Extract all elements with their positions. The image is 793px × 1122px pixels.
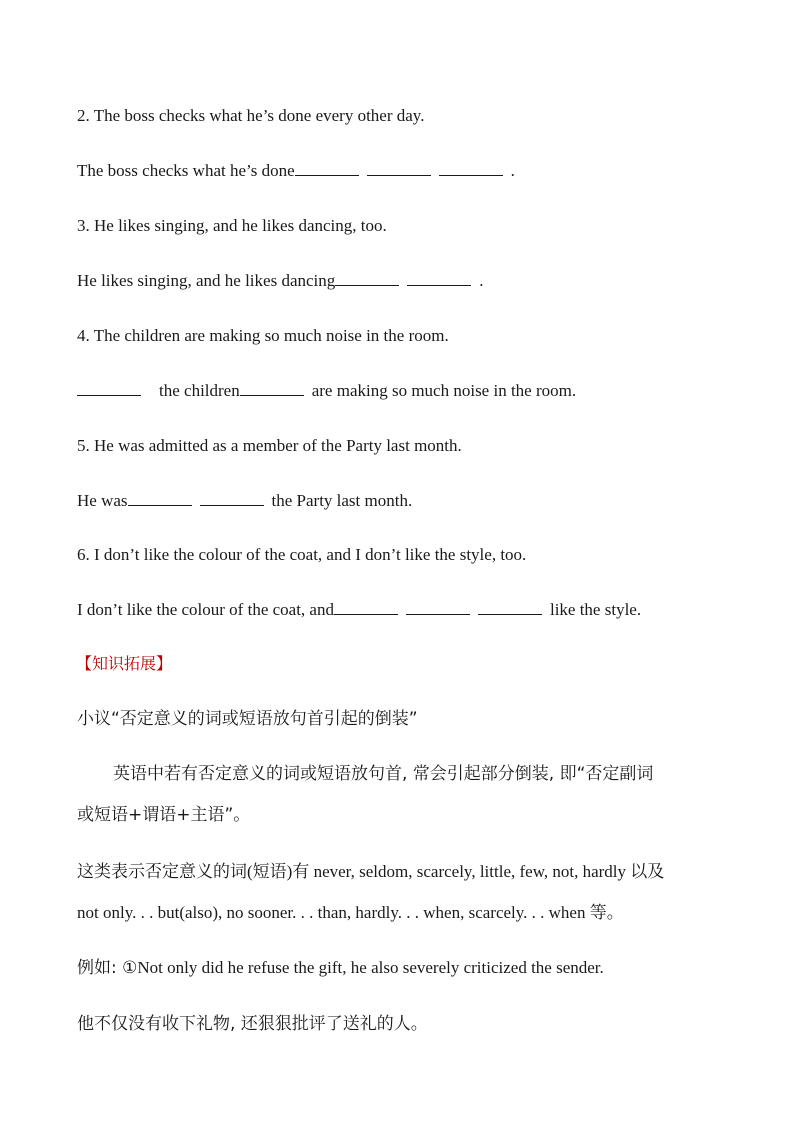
section-heading: 【知识拓展】 [76, 654, 173, 673]
answer-blank[interactable] [478, 599, 542, 615]
question-4-rewrite [77, 380, 576, 402]
answer-blank[interactable] [367, 160, 431, 176]
answer-blank[interactable] [406, 599, 470, 615]
answer-blank[interactable] [128, 490, 192, 506]
example-label: 例如: [77, 958, 123, 978]
question-5: 5. He was admitted as a member of the Party last month. [77, 436, 462, 455]
question-4: 4. The children are making so much noise in the room. [77, 326, 449, 345]
paragraph-1-line-1: 英语中若有否定意义的词或短语放句首, 常会引起部分倒装, 即“否定副词 [113, 764, 654, 784]
example-translation: 他不仅没有收下礼物, 还狠狠批评了送礼的人。 [77, 1014, 428, 1034]
question-6: 6. I don’t like the colour of the coat, and I don’t like the style, too. [77, 545, 527, 564]
question-3-rewrite [77, 270, 484, 292]
question-5-rewrite-prefix: He was [77, 491, 128, 510]
question-2-rewrite-prefix: The boss checks what he’s done [77, 161, 295, 180]
question-4-rewrite-mid: the children [159, 381, 240, 400]
question-6-rewrite-suffix: like the style. [549, 600, 642, 619]
paragraph-1-line-2: 或短语+谓语+主语”。 [77, 805, 251, 825]
question-3-rewrite-prefix: He likes singing, and he likes dancing [77, 271, 336, 290]
question-5-rewrite [77, 490, 412, 512]
example-english: ①Not only did he refuse the gift, he also severely criticized the sender. [122, 958, 604, 977]
question-2: 2. The boss checks what he’s done every other day. [77, 106, 425, 125]
question-5-rewrite-suffix: the Party last month. [271, 491, 413, 510]
question-6-rewrite [77, 599, 641, 621]
answer-blank[interactable] [77, 380, 141, 396]
example-sentence [77, 957, 604, 979]
question-3: 3. He likes singing, and he likes dancing, too. [77, 216, 387, 235]
answer-blank[interactable] [200, 490, 264, 506]
question-4-rewrite-suffix: are making so much noise in the room. [311, 381, 577, 400]
question-6-rewrite-prefix: I don’t like the colour of the coat, and [77, 600, 334, 619]
question-2-rewrite [77, 160, 515, 182]
question-2-rewrite-suffix: . [510, 161, 515, 180]
answer-blank[interactable] [334, 599, 398, 615]
answer-blank[interactable] [295, 160, 359, 176]
question-3-rewrite-suffix: . [479, 271, 484, 290]
answer-blank[interactable] [240, 380, 304, 396]
answer-blank[interactable] [439, 160, 503, 176]
answer-blank[interactable] [335, 270, 399, 286]
paragraph-2-line-2: not only. . . but(also), no sooner. . . than, hardly. . . when, scarcely. . . when 等。 [77, 903, 624, 922]
paragraph-2-line-1: 这类表示否定意义的词(短语)有 never, seldom, scarcely, little, few, not, hardly 以及 [77, 862, 665, 881]
answer-blank[interactable] [407, 270, 471, 286]
section-subtitle: 小议“否定意义的词或短语放句首引起的倒装” [77, 709, 418, 729]
